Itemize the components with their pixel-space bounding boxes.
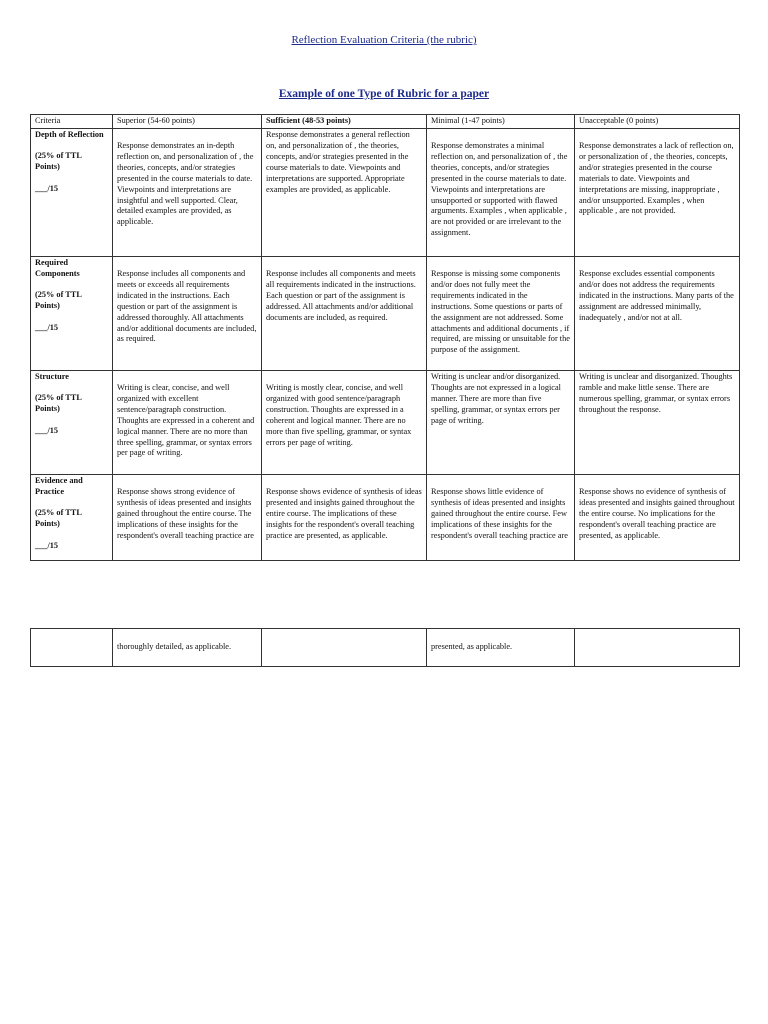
superior-cell bbox=[113, 371, 262, 475]
criterion-name: Evidence and Practice bbox=[35, 476, 83, 496]
criterion-weight: (25% of TTL Points) bbox=[35, 392, 82, 413]
continuation-sufficient-cell bbox=[262, 629, 427, 667]
rubric-continuation-table bbox=[30, 628, 740, 667]
superior-text: Writing is clear, concise, and well organized with excellent sentence/paragraph construction. Thoughts are expressed in a coherent and logical manner. There are no more than three spelling, grammar, or syntax errors per page of writing. bbox=[117, 383, 255, 458]
minimal-text: Response shows little evidence of synthesis of ideas presented and insights gained throughout the entire course. Few implications of these insights for the respondent's overall teaching practice are bbox=[431, 487, 568, 540]
criterion-weight: (25% of TTL Points) bbox=[35, 150, 82, 171]
unacceptable-text: Response demonstrates a lack of reflection on, or personalization of , the theories, concepts, and/or strategies presented in the course materials to date. Viewpoints and interpretations are missing, inappropriate , and/or unsupported. Examples , when applicable , are not provided. bbox=[579, 141, 734, 216]
minimal-text: Writing is unclear and/or disorganized. Thoughts are not expressed in a logical manner. There are more than five spelling, grammar, or syntax errors per page of writing. bbox=[431, 372, 561, 425]
header-superior-label: Superior (54-60 points) bbox=[117, 116, 195, 125]
rubric-header-row bbox=[31, 115, 740, 129]
rubric-row-evidence bbox=[31, 475, 740, 561]
criterion-cell bbox=[31, 475, 113, 561]
header-criteria bbox=[31, 115, 113, 129]
header-minimal bbox=[427, 115, 575, 129]
minimal-cell bbox=[427, 371, 575, 475]
unacceptable-cell bbox=[575, 129, 740, 257]
superior-text: Response demonstrates an in-depth reflection on, and personalization of , the theories, concepts, and/or strategies presented in the course materials to date. Viewpoints and interpretations are insightful and well supported. Clear, detailed examples are provided, as applicable. bbox=[117, 141, 254, 227]
criterion-score: ___/15 bbox=[35, 183, 59, 193]
superior-cell bbox=[113, 129, 262, 257]
criterion-weight: (25% of TTL Points) bbox=[35, 507, 82, 528]
continuation-minimal-cell bbox=[427, 629, 575, 667]
criterion-score: ___/15 bbox=[35, 540, 59, 550]
criterion-cell bbox=[31, 371, 113, 475]
header-unacceptable-label: Unacceptable (0 points) bbox=[579, 116, 659, 125]
document-title: Reflection Evaluation Criteria (the rubric) bbox=[291, 34, 477, 46]
sufficient-text: Writing is mostly clear, concise, and well organized with good sentence/paragraph construction. Thoughts are expressed in a coherent and logical manner. There are no more than five spelling, grammar, or syntax errors per page of writing. bbox=[266, 383, 412, 447]
criterion-name: Structure bbox=[35, 372, 69, 381]
document-subtitle: Example of one Type of Rubric for a paper bbox=[278, 88, 490, 100]
minimal-cell bbox=[427, 129, 575, 257]
header-criteria-label: Criteria bbox=[35, 116, 61, 125]
criterion-name: Required Components bbox=[35, 258, 80, 278]
unacceptable-cell bbox=[575, 257, 740, 371]
sufficient-cell bbox=[262, 129, 427, 257]
minimal-text: Response demonstrates a minimal reflection on, and personalization of , the theories, concepts, and/or strategies presented in the course materials to date. Viewpoints and interpretations are unsupported or supported with flawed arguments. Examples , when applicable , are not provided or are irrelevant to the assignment. bbox=[431, 141, 568, 238]
header-unacceptable bbox=[575, 115, 740, 129]
rubric-continuation-row bbox=[31, 629, 740, 667]
unacceptable-cell bbox=[575, 475, 740, 561]
rubric-row-components bbox=[31, 257, 740, 371]
continuation-unacceptable-cell bbox=[575, 629, 740, 667]
sufficient-text: Response demonstrates a general reflection on, and personalization of , the theories, concepts, and/or strategies presented in the course materials to date. Viewpoints and interpretations are supported. Appropriate examples are provided, as applicable. bbox=[266, 130, 410, 194]
superior-text: Response shows strong evidence of synthesis of ideas presented and insights gained throughout the entire course. The implications of these insights for the respondent's overall teaching practice are bbox=[117, 487, 254, 540]
unacceptable-text: Response shows no evidence of synthesis of ideas presented and insights gained throughout the entire course. No implications for the respondent's overall teaching practice are presented, as applicable. bbox=[579, 487, 735, 540]
rubric-row-depth bbox=[31, 129, 740, 257]
unacceptable-text: Writing is unclear and disorganized. Thoughts ramble and make little sense. There are numerous spelling, grammar, or syntax errors throughout the response. bbox=[579, 372, 733, 414]
criterion-cell bbox=[31, 129, 113, 257]
continuation-superior-cell bbox=[113, 629, 262, 667]
criterion-name: Depth of Reflection bbox=[35, 130, 104, 139]
criterion-score: ___/15 bbox=[35, 322, 59, 332]
rubric-table bbox=[30, 114, 740, 561]
continuation-minimal-text: presented, as applicable. bbox=[431, 642, 513, 651]
header-sufficient-label: Sufficient (48-53 points) bbox=[266, 116, 351, 125]
rubric-row-structure bbox=[31, 371, 740, 475]
minimal-text: Response is missing some components and/or does not fully meet the requirements indicated in the instructions. Some questions or parts of the assignment are not addressed. Some attachments and additional documents , if required, are missing or unsuitable for the purpose of the assignment. bbox=[431, 269, 570, 355]
sufficient-cell bbox=[262, 475, 427, 561]
sufficient-text: Response shows evidence of synthesis of ideas presented and insights gained throughout the entire course. The implications of these insights for the respondent's overall teaching practice are presented, as applicable. bbox=[266, 487, 422, 540]
criterion-weight: (25% of TTL Points) bbox=[35, 289, 82, 310]
sufficient-cell bbox=[262, 257, 427, 371]
continuation-superior-text: thoroughly detailed, as applicable. bbox=[117, 642, 232, 651]
unacceptable-cell bbox=[575, 371, 740, 475]
superior-cell bbox=[113, 257, 262, 371]
minimal-cell bbox=[427, 257, 575, 371]
continuation-criterion-cell bbox=[31, 629, 113, 667]
superior-cell bbox=[113, 475, 262, 561]
superior-text: Response includes all components and meets or exceeds all requirements indicated in the instructions. Each question or part of the assignment is addressed thoroughly. All attachments and/or additional documents are included, as required. bbox=[117, 269, 257, 344]
criterion-cell bbox=[31, 257, 113, 371]
header-superior bbox=[113, 115, 262, 129]
header-sufficient bbox=[262, 115, 427, 129]
sufficient-cell bbox=[262, 371, 427, 475]
header-minimal-label: Minimal (1-47 points) bbox=[431, 116, 505, 125]
criterion-score: ___/15 bbox=[35, 425, 59, 435]
minimal-cell bbox=[427, 475, 575, 561]
unacceptable-text: Response excludes essential components and/or does not address the requirements indicated in the instructions. Many parts of the assignment are addressed minimally, inadequately , and/or not at all. bbox=[579, 269, 734, 322]
sufficient-text: Response includes all components and meets all requirements indicated in the instructions. Each question or part of the assignment is addressed. All attachments and/or additional documents are included, as required. bbox=[266, 269, 416, 322]
